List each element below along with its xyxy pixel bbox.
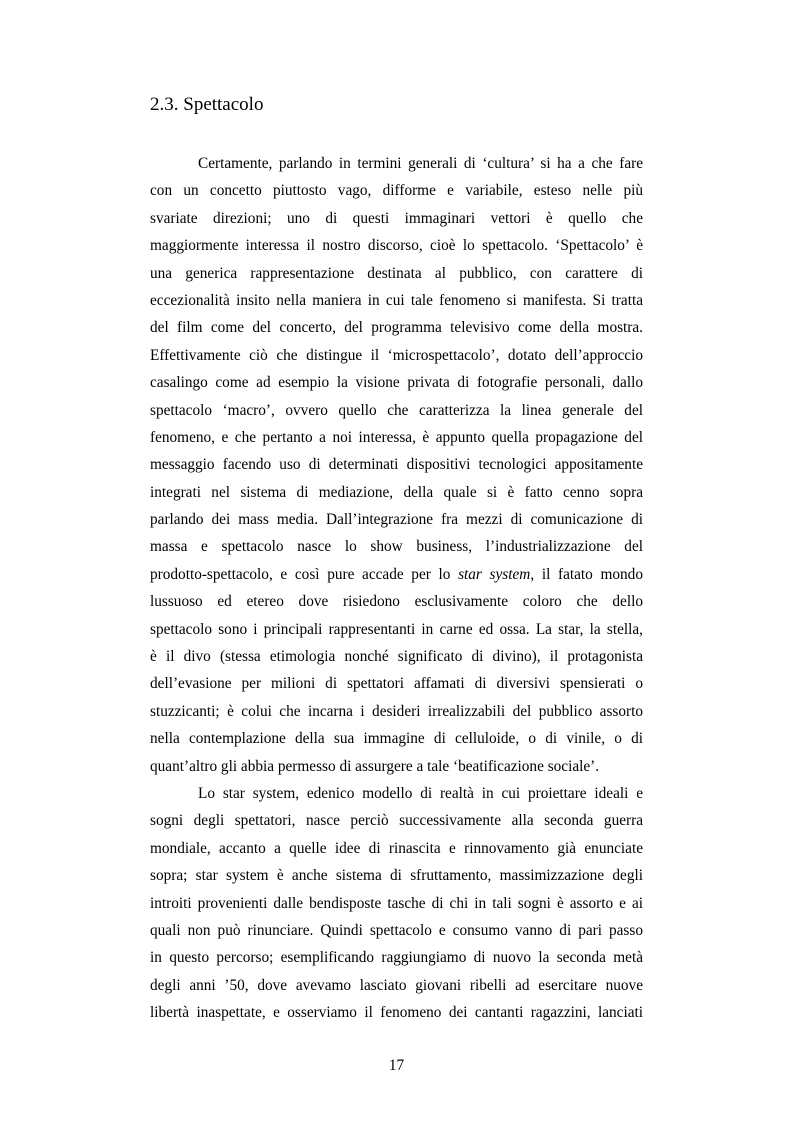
text-line: sopra; star system è anche sistema di sfruttamento, massimizzazione degli bbox=[150, 867, 643, 885]
text-line: quant’altro gli abbia permesso di assurgere a tale ‘beatificazione sociale’. bbox=[150, 757, 600, 775]
text-line: quali non può rinunciare. Quindi spettacolo e consumo vanno di pari passo bbox=[150, 921, 643, 939]
page-number: 17 bbox=[388, 1057, 405, 1074]
text-line: Certamente, parlando in termini generali di ‘cultura’ si ha a che fare bbox=[198, 155, 643, 172]
text-line: Lo star system, edenico modello di realtà in cui proiettare ideali e bbox=[198, 784, 643, 802]
text-line: stuzzicanti; è colui che incarna i desideri irrealizzabili del pubblico assorto bbox=[150, 702, 643, 720]
text-line: Effettivamente ciò che distingue il ‘microspettacolo’, dotato dell’approccio bbox=[150, 346, 643, 364]
text-line: fenomeno, e che pertanto a noi interessa, è appunto quella propagazione del bbox=[150, 428, 643, 446]
text-line: degli anni ’50, dove avevamo lasciato giovani ribelli ad esercitare nuove bbox=[150, 976, 643, 994]
text-line: lussuoso ed etereo dove risiedono esclusivamente coloro che dello bbox=[150, 593, 643, 611]
section-heading: 2.3. Spettacolo bbox=[150, 94, 264, 115]
text-line: nella contemplazione della sua immagine di celluloide, o di vinile, o di bbox=[150, 730, 643, 748]
text-line: libertà inaspettate, e osserviamo il fenomeno dei cantanti ragazzini, lanciati bbox=[150, 1004, 643, 1022]
text-line: spettacolo sono i principali rappresentanti in carne ed ossa. La star, la stella, bbox=[150, 620, 643, 638]
text-line: messaggio facendo uso di determinati dispositivi tecnologici appositamente bbox=[150, 456, 643, 474]
text-line: svariate direzioni; uno di questi immaginari vettori è quello che bbox=[150, 209, 643, 227]
text-line: del film come del concerto, del programma televisivo come della mostra. bbox=[150, 319, 643, 337]
text-line: introiti provenienti dalle bendisposte tasche di chi in tali sogni è assorto e ai bbox=[150, 894, 643, 912]
text-segment: , il fatato mondo bbox=[530, 565, 643, 583]
text-line: in questo percorso; esemplificando raggiungiamo di nuovo la seconda metà bbox=[150, 949, 643, 967]
text-line: dell’evasione per milioni di spettatori affamati di diversivi spensierati o bbox=[150, 675, 643, 693]
text-line: integrati nel sistema di mediazione, della quale si è fatto cenno sopra bbox=[150, 483, 643, 501]
text-line: maggiormente interessa il nostro discorso, cioè lo spettacolo. ‘Spettacolo’ è bbox=[150, 237, 643, 255]
text-line: parlando dei mass media. Dall’integrazione fra mezzi di comunicazione di bbox=[150, 511, 643, 529]
text-line: eccezionalità insito nella maniera in cui tale fenomeno si manifesta. Si tratta bbox=[150, 291, 643, 309]
text-line: una generica rappresentazione destinata al pubblico, con carattere di bbox=[150, 264, 643, 282]
text-line: sogni degli spettatori, nasce perciò successivamente alla seconda guerra bbox=[150, 812, 643, 830]
text-line: è il divo (stessa etimologia nonché significato di divino), il protagonista bbox=[150, 648, 643, 666]
text-line: spettacolo ‘macro’, ovvero quello che caratterizza la linea generale del bbox=[150, 401, 643, 419]
text-line: con un concetto piuttosto vago, difforme e variabile, esteso nelle più bbox=[150, 182, 643, 200]
text-line: massa e spettacolo nasce lo show business, l’industrializzazione del bbox=[150, 538, 643, 556]
text-segment: prodotto-spettacolo, e così pure accade per lo bbox=[150, 565, 459, 583]
text-line bbox=[150, 561, 643, 588]
body-text bbox=[150, 150, 643, 1027]
text-line: casalingo come ad esempio la visione privata di fotografie personali, dallo bbox=[150, 374, 643, 392]
italic-term: star system bbox=[458, 565, 531, 583]
text-line: mondiale, accanto a quelle idee di rinascita e rinnovamento già enunciate bbox=[150, 839, 643, 857]
